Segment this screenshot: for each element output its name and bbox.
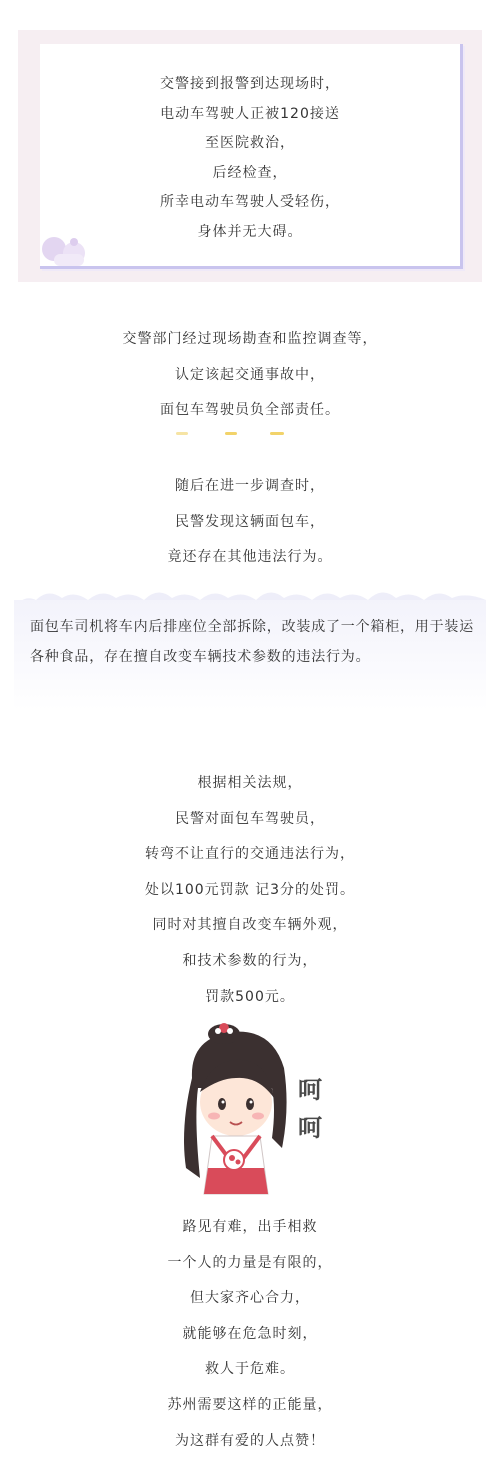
text-line: 和技术参数的行为， xyxy=(182,952,318,969)
dash-mark xyxy=(270,432,284,435)
card-line: 电动车驾驶人正被120接送 xyxy=(160,105,340,122)
text-line: 面包车驾驶员负全部责任。 xyxy=(160,402,340,418)
bubble-decoration xyxy=(70,238,78,246)
dash-divider xyxy=(0,432,500,436)
sticker-text-top: 呵 xyxy=(298,1075,322,1104)
text-line: 根据相关法规， xyxy=(197,775,303,791)
text-line: 处以100元罚款 记3分的处罚。 xyxy=(144,881,356,898)
card-line: 所幸电动车驾驶人受轻伤， xyxy=(160,194,340,210)
text-line: 罚款500元。 xyxy=(205,988,295,1005)
card-line: 后经检查， xyxy=(212,164,288,181)
section-investigation xyxy=(0,469,500,576)
text-line: 认定该起交通事故中， xyxy=(175,366,325,383)
text-line: 转弯不让直行的交通违法行为， xyxy=(145,846,355,863)
text-line: 交警部门经过现场勘查和监控调查等， xyxy=(122,331,378,347)
text-line: 苏州需要这样的正能量， xyxy=(167,1396,333,1413)
text-line: 一个人的力量是有限的， xyxy=(167,1254,333,1271)
section-penalty xyxy=(0,766,500,1015)
dash-mark xyxy=(176,432,188,435)
text-line: 为这群有爱的人点赞！ xyxy=(175,1432,325,1449)
bubble-decoration xyxy=(54,254,84,266)
text-line: 路见有难，出手相救 xyxy=(182,1219,318,1235)
dash-mark xyxy=(225,432,237,435)
card-line: 身体并无大碍。 xyxy=(197,223,303,240)
text-line: 就能够在危急时刻， xyxy=(182,1325,318,1342)
text-line: 同时对其擅自改变车辆外观， xyxy=(152,917,348,934)
quote-card xyxy=(40,44,463,269)
paragraph-text: 面包车司机将车内后排座位全部拆除，改装成了一个箱柜，用于装运各种食品，存在擅自改变车辆技术参数的违法行为。 xyxy=(30,619,474,665)
section-closing xyxy=(0,1210,500,1459)
quote-card-text xyxy=(40,70,460,247)
text-line: 民警对面包车驾驶员， xyxy=(175,810,325,827)
text-line: 但大家齐心合力， xyxy=(190,1290,310,1307)
sticker-text-bottom: 呵 xyxy=(298,1113,322,1142)
card-line: 至医院救治， xyxy=(205,135,295,151)
paragraph-box xyxy=(14,600,486,710)
text-line: 随后在进一步调查时， xyxy=(175,478,325,494)
text-line: 民警发现这辆面包车， xyxy=(175,513,325,530)
section-responsibility xyxy=(0,322,500,429)
text-line: 竟还存在其他违法行为。 xyxy=(167,549,333,565)
text-line: 救人于危难。 xyxy=(205,1361,295,1378)
card-line: 交警接到报警到达现场时， xyxy=(160,76,340,92)
